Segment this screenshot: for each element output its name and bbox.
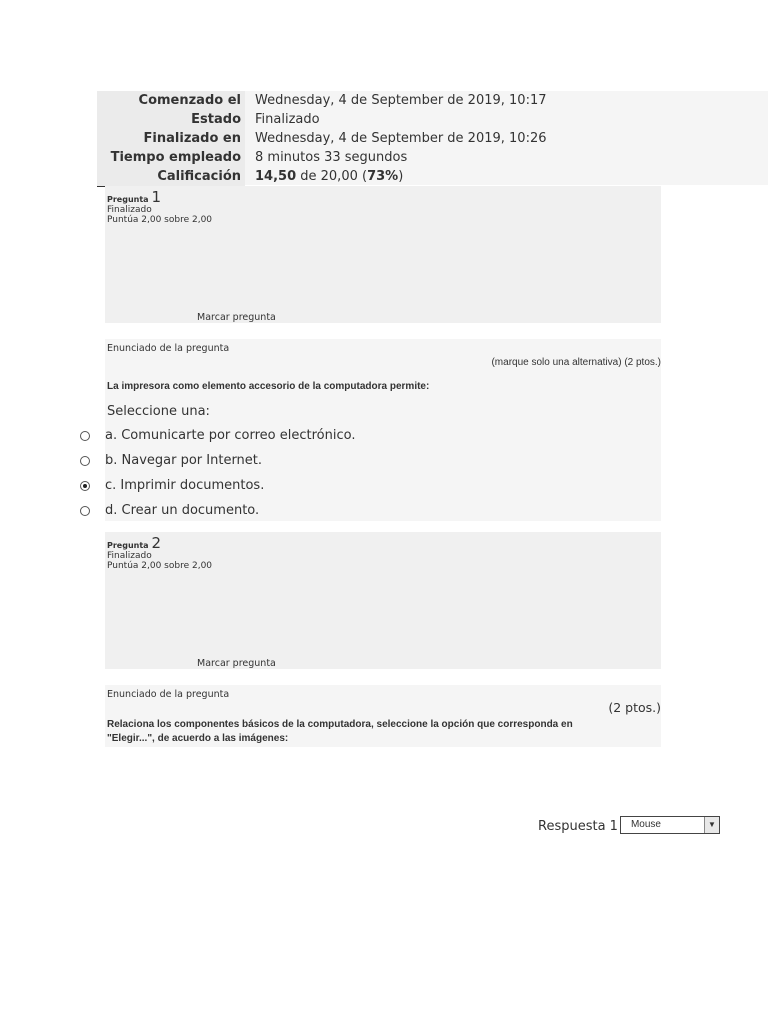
option-label: c. Imprimir documentos.	[105, 478, 265, 493]
select-one-prompt: Seleccione una:	[107, 404, 210, 419]
selected-value: Mouse	[630, 819, 661, 830]
question-word: Pregunta	[107, 195, 149, 204]
attempt-summary-table	[97, 91, 661, 187]
summary-label: Comenzado el	[97, 91, 245, 110]
summary-value: Wednesday, 4 de September de 2019, 10:17	[255, 93, 547, 108]
question-heading: Enunciado de la pregunta	[107, 343, 230, 354]
question-1-info	[105, 186, 661, 323]
question-2-content	[105, 685, 661, 747]
summary-label: Estado	[97, 110, 245, 129]
grade-close: )	[398, 169, 404, 184]
question-status	[107, 205, 212, 225]
question-2-info	[105, 532, 661, 669]
answer-1-row	[538, 816, 720, 834]
radio-button-selected[interactable]	[80, 481, 90, 491]
summary-grade-value	[245, 167, 403, 186]
grade-score: 14,50	[255, 169, 297, 184]
grade-percent: 73%	[367, 169, 399, 184]
question-state: Finalizado	[107, 205, 152, 215]
question-state: Finalizado	[107, 551, 152, 561]
question-heading: Enunciado de la pregunta	[107, 689, 230, 700]
summary-row-started	[97, 91, 661, 110]
question-grade: Puntúa 2,00 sobre 2,00	[107, 215, 213, 225]
summary-row-finished	[97, 129, 661, 148]
summary-value: Finalizado	[255, 112, 320, 127]
grade-total: de 20,00 (	[296, 169, 368, 184]
summary-row-grade	[97, 167, 661, 186]
question-grade: Puntúa 2,00 sobre 2,00	[107, 561, 213, 571]
question-status	[107, 551, 212, 571]
flag-question-link[interactable]: Marcar pregunta	[197, 312, 276, 323]
question-text	[107, 718, 573, 746]
question-number-value: 1	[151, 188, 161, 206]
question-points: (2 ptos.)	[608, 700, 661, 715]
radio-button[interactable]	[80, 506, 90, 516]
question-points: (marque solo una alternativa) (2 ptos.)	[491, 357, 661, 368]
question-text-line: "Elegir...", de acuerdo a las imágenes:	[107, 733, 289, 744]
summary-value: 8 minutos 33 segundos	[255, 150, 408, 165]
radio-button[interactable]	[80, 431, 90, 441]
answer-label: Respuesta 1	[538, 819, 618, 834]
answer-option-d[interactable]	[80, 503, 259, 518]
chevron-down-icon[interactable]: ▼	[704, 817, 719, 833]
question-text: La impresora como elemento accesorio de la computadora permite:	[107, 381, 430, 392]
summary-row-state	[97, 110, 661, 129]
summary-label: Finalizado en	[97, 129, 245, 148]
option-label: d. Crear un documento.	[105, 503, 260, 518]
summary-value: Wednesday, 4 de September de 2019, 10:26	[255, 131, 547, 146]
option-label: b. Navegar por Internet.	[105, 453, 263, 468]
question-text-line: Relaciona los componentes básicos de la computadora, seleccione la opción que corresponda en	[107, 719, 573, 730]
summary-label: Tiempo empleado	[97, 148, 245, 167]
question-1-content	[105, 339, 661, 521]
answer-1-select[interactable]	[620, 816, 720, 834]
radio-button[interactable]	[80, 456, 90, 466]
answer-option-b[interactable]	[80, 453, 262, 468]
summary-label: Calificación	[97, 167, 245, 186]
summary-row-time	[97, 148, 661, 167]
question-number-value: 2	[151, 534, 161, 552]
flag-question-link[interactable]: Marcar pregunta	[197, 658, 276, 669]
question-word: Pregunta	[107, 541, 149, 550]
option-label: a. Comunicarte por correo electrónico.	[105, 428, 356, 443]
question-number	[107, 534, 161, 552]
question-number	[107, 188, 161, 206]
answer-option-a[interactable]	[80, 428, 355, 443]
answer-option-c[interactable]	[80, 478, 264, 493]
